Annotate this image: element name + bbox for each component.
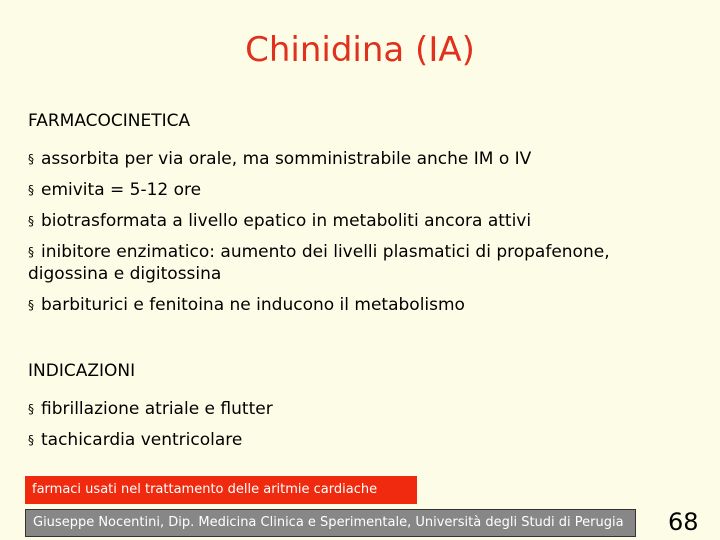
section-heading: FARMACOCINETICA [28, 111, 191, 131]
list-item-text: emivita = 5-12 ore [41, 180, 202, 200]
list-item [28, 179, 688, 201]
list-item [28, 241, 688, 285]
list-item [28, 148, 688, 170]
list-item-text: assorbita per via orale, ma somministrabile anche IM o IV [41, 149, 532, 169]
page-number: 68 [668, 508, 699, 536]
section-indications [28, 360, 688, 460]
list-item-text: tachicardia ventricolare [41, 430, 243, 450]
list-item [28, 294, 688, 316]
list-item-text: biotrasformata a livello epatico in metaboliti ancora attivi [41, 211, 532, 231]
slide-title: Chinidina (IA) [245, 30, 475, 70]
bullet-icon: § [28, 245, 34, 259]
bullet-icon: § [28, 433, 34, 447]
bullet-icon: § [28, 183, 34, 197]
list-item [28, 429, 688, 451]
list-item-text: fibrillazione atriale e flutter [41, 399, 273, 419]
bullet-icon: § [28, 214, 34, 228]
section-pharmacokinetics [28, 110, 688, 325]
list-item-text: inibitore enzimatico: aumento dei livelli plasmatici di propafenone, digossina e digitossina [28, 242, 610, 284]
section-heading: INDICAZIONI [28, 361, 136, 381]
list-item [28, 210, 688, 232]
bullet-icon: § [28, 402, 34, 416]
bullet-icon: § [28, 152, 34, 166]
footer-topic: farmaci usati nel trattamento delle aritmie cardiache [25, 476, 417, 504]
list-item [28, 398, 688, 420]
bullet-icon: § [28, 298, 34, 312]
bullet-list [28, 398, 688, 451]
list-item-text: barbiturici e fenitoina ne inducono il metabolismo [41, 295, 465, 315]
bullet-list [28, 148, 688, 316]
footer-author: Giuseppe Nocentini, Dip. Medicina Clinica e Sperimentale, Università degli Studi di Perugia [25, 509, 636, 537]
